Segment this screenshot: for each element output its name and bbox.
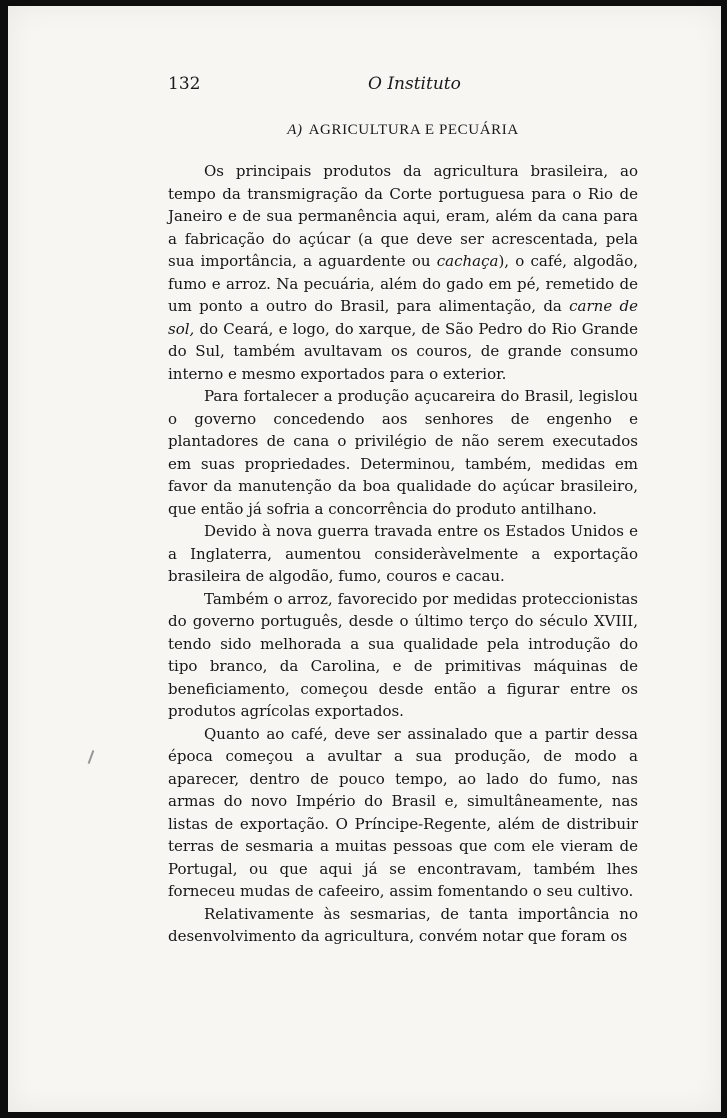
italic-term: carne de sol, <box>168 297 638 338</box>
paragraph: Relativamente às sesmarias, de tanta importância no desenvolvimento da agricultura, convém notar que foram os <box>168 904 638 945</box>
paragraph <box>168 160 638 385</box>
paragraph-text: Os principais produtos da agricultura brasileira, ao tempo da transmigração da Corte portuguesa para o Rio de Janeiro e de sua permanência aqui, eram, além da cana para a fabricação do açúcar (a que deve ser acrescentada, pela sua importância, a aguardente ou <box>168 162 638 270</box>
paragraph: Quanto ao café, deve ser assinalado que a partir dessa época começou a avultar a sua produção, de modo a aparecer, dentro de pouco tempo, ao lado do fumo, nas armas do novo Império do Brasil e, simultâneamente, nas listas de exportação. O Príncipe-Regente, além de distribuir terras de sesmaria a muitas pessoas que com ele vieram de Portugal, ou que aqui já se encontravam, também lhes forneceu mudas de cafeeiro, assim fomentando o seu cultivo. <box>168 724 638 900</box>
italic-term: cachaça <box>436 252 499 270</box>
section-title: AGRICULTURA E PECUÁRIA <box>308 122 519 138</box>
paragraph-text: ), o café, algodão, fumo e arroz. Na pecuária, além do gado em pé, remetido de um ponto a outro do Brasil, para alimentação, da <box>168 252 638 315</box>
body-text <box>168 160 638 948</box>
paragraph: Também o arroz, favorecido por medidas proteccionistas do governo português, desde o último terço do século XVIII, tendo sido melhorada a sua qualidade pela introdução do tipo branco, da Carolina, e de primitivas máquinas de beneficiamento, começou desde então a figurar entre os produtos agrícolas exportados. <box>168 589 638 720</box>
section-heading <box>168 122 638 139</box>
page-number: 132 <box>168 74 201 94</box>
section-letter: A) <box>287 122 303 138</box>
running-title: O Instituto <box>368 74 461 94</box>
paragraph: Devido à nova guerra travada entre os Estados Unidos e a Inglaterra, aumentou consideràvelmente a exportação brasileira de algodão, fumo, couros e cacau. <box>168 522 638 585</box>
paragraph-text: do Ceará, e logo, do xarque, de São Pedro do Rio Grande do Sul, também avultavam os couros, de grande consumo interno e mesmo exportados para o exterior. <box>168 319 638 383</box>
paragraph: Para fortalecer a produção açucareira do Brasil, legislou o governo concedendo aos senhores de engenho e plantadores de cana o privilégio de não serem executados em suas propriedades. Determinou, também, medidas em favor da manutenção da boa qualidade do açúcar brasileiro, que então já sofria a concorrência do produto antilhano. <box>168 387 638 518</box>
page-header <box>168 74 638 98</box>
